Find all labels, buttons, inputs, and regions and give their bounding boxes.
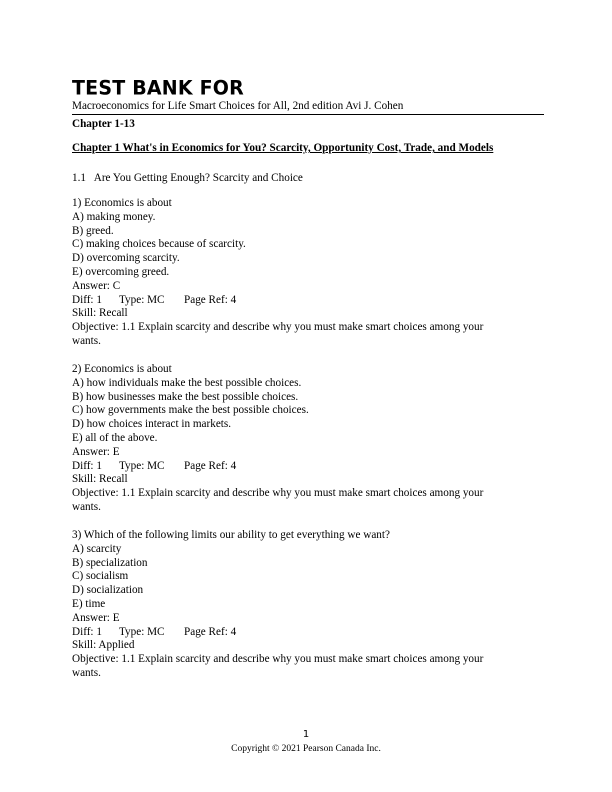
answer-key: Answer: C [72, 279, 121, 292]
objective-line: wants. [72, 334, 101, 347]
question-block [72, 529, 542, 681]
objective-line: wants. [72, 500, 101, 513]
chapter-range: Chapter 1-13 [72, 118, 135, 130]
chapter-heading: Chapter 1 What's in Economics for You? Scarcity, Opportunity Cost, Trade, and Models [72, 142, 494, 154]
objective-line: wants. [72, 666, 101, 679]
answer-key: Answer: E [72, 611, 120, 624]
skill: Skill: Recall [72, 473, 128, 486]
objective-line: Objective: 1.1 Explain scarcity and describe why you must make smart choices among your [72, 653, 484, 666]
question-type: Type: MC [119, 625, 165, 638]
page-number: 1 [302, 729, 310, 740]
question-type: Type: MC [119, 459, 165, 472]
question-type: Type: MC [119, 293, 165, 306]
answer-option: D) how choices interact in markets. [72, 418, 232, 431]
answer-option: E) overcoming greed. [72, 265, 170, 278]
answer-option: C) socialism [72, 570, 129, 583]
answer-option: B) how businesses make the best possible choices. [72, 390, 299, 403]
objective-line: Objective: 1.1 Explain scarcity and describe why you must make smart choices among your [72, 487, 484, 500]
page-reference: Page Ref: 4 [184, 459, 237, 472]
book-subtitle: Macroeconomics for Life Smart Choices for All, 2nd edition Avi J. Cohen [72, 99, 544, 115]
answer-option: B) specialization [72, 556, 148, 569]
difficulty: Diff: 1 [72, 459, 102, 472]
question-block [72, 363, 542, 515]
document-title: TEST BANK FOR [72, 76, 244, 100]
question-stem: 3) Which of the following limits our ability to get everything we want? [72, 529, 390, 541]
answer-option: E) time [72, 597, 106, 610]
answer-option: D) socialization [72, 584, 144, 597]
copyright-notice: Copyright © 2021 Pearson Canada Inc. [231, 744, 381, 754]
answer-option: A) scarcity [72, 542, 122, 555]
question-meta [72, 294, 542, 308]
answer-option: B) greed. [72, 224, 114, 237]
difficulty: Diff: 1 [72, 625, 102, 638]
answer-option: A) making money. [72, 210, 156, 223]
section-heading: 1.1 Are You Getting Enough? Scarcity and Choice [72, 172, 303, 184]
question-meta [72, 460, 542, 474]
objective-line: Objective: 1.1 Explain scarcity and describe why you must make smart choices among your [72, 321, 484, 334]
difficulty: Diff: 1 [72, 293, 102, 306]
question-stem: 2) Economics is about [72, 363, 172, 375]
answer-option: E) all of the above. [72, 431, 158, 444]
answer-option: D) overcoming scarcity. [72, 252, 180, 265]
skill: Skill: Recall [72, 307, 128, 320]
skill: Skill: Applied [72, 639, 135, 652]
question-block [72, 197, 542, 349]
question-stem: 1) Economics is about [72, 197, 172, 209]
answer-key: Answer: E [72, 445, 120, 458]
page-reference: Page Ref: 4 [184, 625, 237, 638]
question-meta [72, 626, 542, 640]
page-reference: Page Ref: 4 [184, 293, 237, 306]
answer-option: C) making choices because of scarcity. [72, 238, 246, 251]
answer-option: A) how individuals make the best possible choices. [72, 376, 302, 389]
answer-option: C) how governments make the best possible choices. [72, 404, 309, 417]
